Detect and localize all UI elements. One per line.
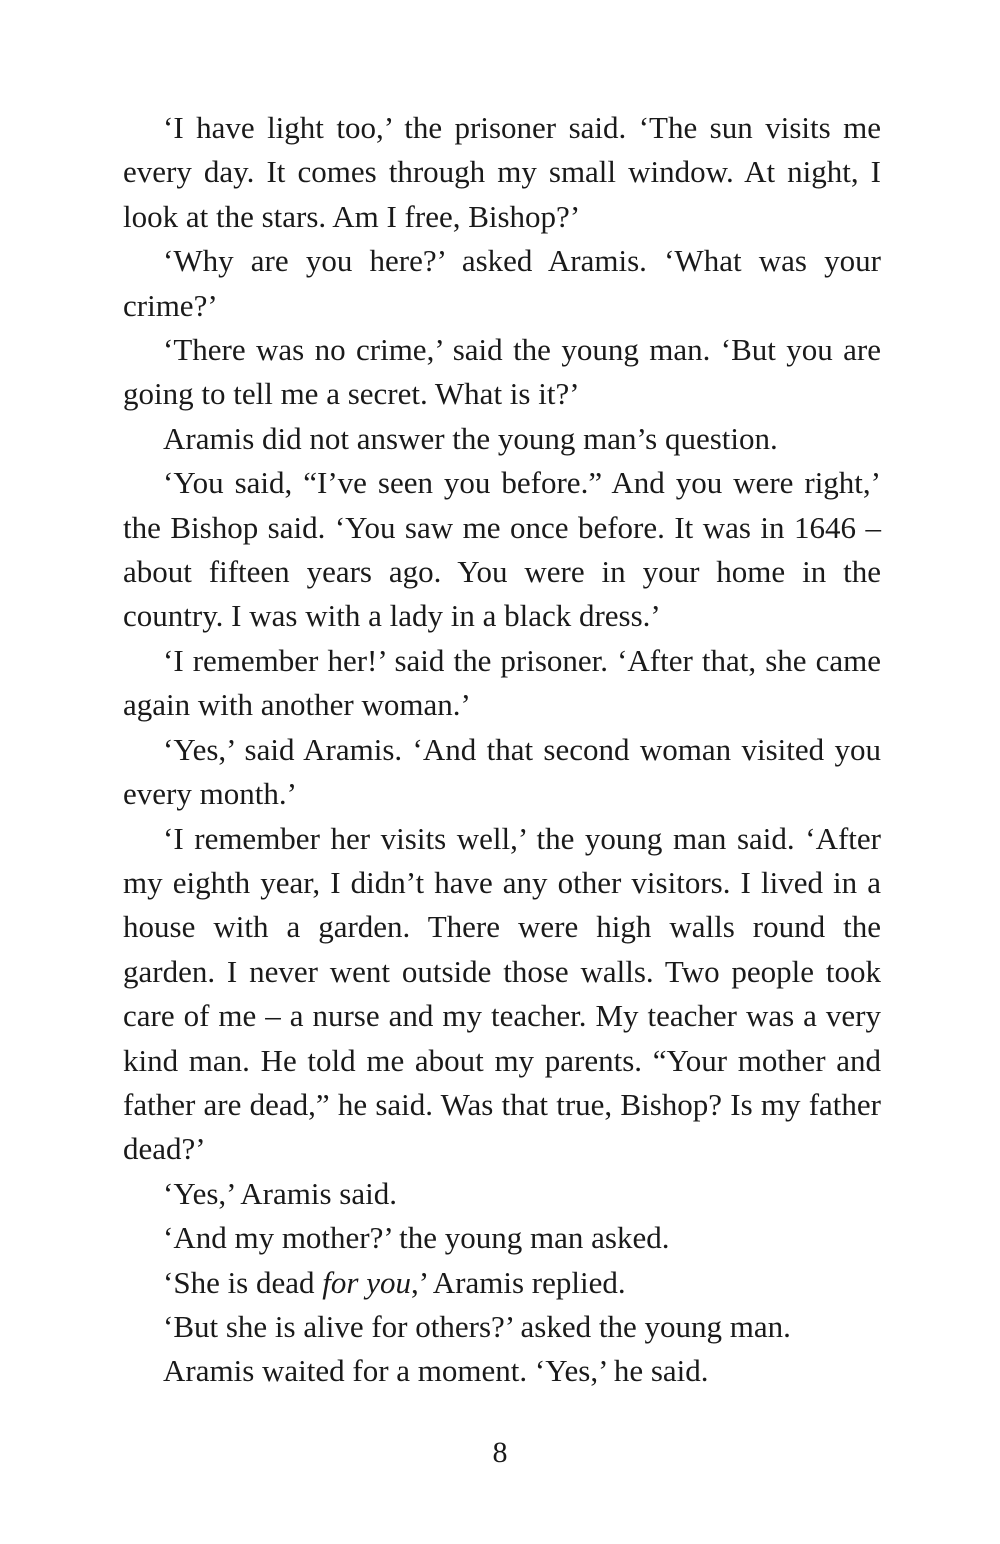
paragraph bbox=[123, 328, 881, 417]
text-run: ‘She is dead bbox=[163, 1264, 323, 1300]
text-run: ‘You said, “I’ve seen you before.” And you were right,’ the Bishop said. ‘You saw me once before. It was in 1646 – about fifteen years ago. You were in your home in the country. I was with a lady in a black dress.’ bbox=[123, 465, 881, 634]
paragraph bbox=[123, 1305, 881, 1349]
paragraph bbox=[123, 417, 881, 461]
page-number: 8 bbox=[492, 1436, 508, 1469]
text-run: ,’ Aramis replied. bbox=[410, 1264, 626, 1300]
text-run: ‘Yes,’ said Aramis. ‘And that second woman visited you every month.’ bbox=[123, 731, 881, 812]
text-run: ‘But she is alive for others?’ asked the young man. bbox=[163, 1308, 791, 1344]
paragraph bbox=[123, 1261, 881, 1305]
paragraph bbox=[123, 1172, 881, 1216]
paragraph bbox=[123, 461, 881, 639]
paragraph bbox=[123, 1349, 881, 1393]
paragraph bbox=[123, 639, 881, 728]
paragraph bbox=[123, 106, 881, 239]
italic-text: for you bbox=[322, 1264, 411, 1300]
paragraph bbox=[123, 239, 881, 328]
text-run: ‘Yes,’ Aramis said. bbox=[163, 1175, 397, 1211]
text-run: ‘I remember her visits well,’ the young man said. ‘After my eighth year, I didn’t have any other visitors. I lived in a house with a garden. There were high walls round the garden. I never went outside those walls. Two people took care of me – a nurse and my teacher. My teacher was a very kind man. He told me about my parents. “Your mother and father are dead,” he said. Was that true, Bishop? Is my father dead?’ bbox=[123, 820, 881, 1167]
text-run: ‘Why are you here?’ asked Aramis. ‘What was your crime?’ bbox=[123, 243, 881, 323]
paragraph bbox=[123, 817, 881, 1172]
text-run: Aramis did not answer the young man’s question. bbox=[163, 420, 778, 456]
paragraph bbox=[123, 728, 881, 817]
page-body bbox=[123, 106, 881, 1394]
paragraph bbox=[123, 1216, 881, 1260]
text-run: Aramis waited for a moment. ‘Yes,’ he said. bbox=[163, 1353, 709, 1389]
text-run: ‘I remember her!’ said the prisoner. ‘After that, she came again with another woman.’ bbox=[123, 642, 881, 723]
text-run: ‘I have light too,’ the prisoner said. ‘The sun visits me every day. It comes through my small window. At night, I look at the stars. Am I free, Bishop?’ bbox=[123, 110, 881, 234]
text-run: ‘There was no crime,’ said the young man. ‘But you are going to tell me a secret. What is it?’ bbox=[123, 332, 881, 412]
text-run: ‘And my mother?’ the young man asked. bbox=[163, 1220, 670, 1256]
